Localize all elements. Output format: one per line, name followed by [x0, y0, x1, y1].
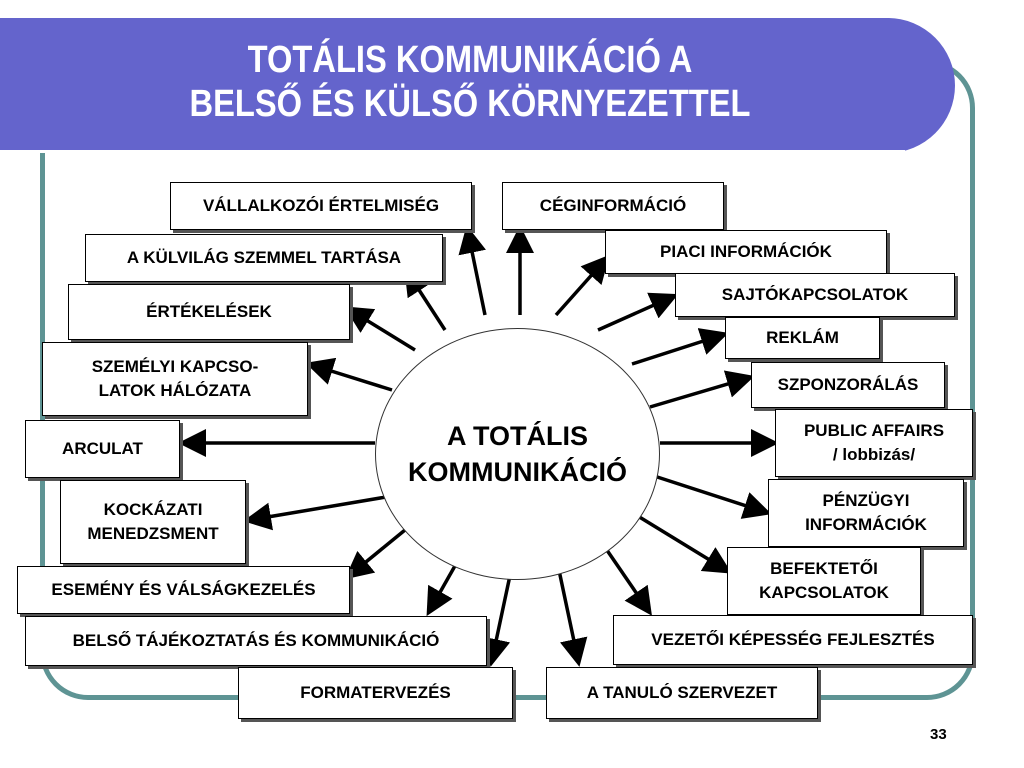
node-formatervezes: FORMATERVEZÉS [238, 667, 513, 719]
node-ceginformacio: CÉGINFORMÁCIÓ [502, 182, 724, 230]
arrow-penzugyi [648, 474, 765, 512]
arrow-vallalkozoi [468, 232, 485, 315]
node-kulvilag-szemmel-tartasa: A KÜLVILÁG SZEMMEL TARTÁSA [85, 234, 443, 282]
arrow-kockazati [250, 496, 392, 520]
node-vallalkozoi-ertelmiseg: VÁLLALKOZÓI ÉRTELMISÉG [170, 182, 472, 230]
arrow-formatervezes [492, 566, 512, 660]
title-line-2: BELSŐ ÉS KÜLSŐ KÖRNYEZETTEL [189, 83, 751, 125]
node-public-affairs: PUBLIC AFFAIRS / lobbizás/ [775, 409, 973, 477]
center-line-1: A TOTÁLIS [446, 421, 588, 451]
node-sajtokapcsolatok: SAJTÓKAPCSOLATOK [675, 273, 955, 317]
arrow-ertekelesek [350, 310, 415, 350]
arrow-piaci [556, 260, 605, 315]
page-number: 33 [930, 726, 947, 743]
node-arculat: ARCULAT [25, 420, 180, 478]
node-vezetoi-kepesseg: VEZETŐI KÉPESSÉG FEJLESZTÉS [613, 615, 973, 665]
arrow-esemeny [350, 530, 405, 575]
node-szemelyi-kapcsolatok: SZEMÉLYI KAPCSO- LATOK HÁLÓZATA [42, 342, 308, 416]
node-piaci-informaciok: PIACI INFORMÁCIÓK [605, 230, 887, 274]
node-szponzoralas: SZPONZORÁLÁS [751, 362, 945, 408]
node-belso-tajekoztatas: BELSŐ TÁJÉKOZTATÁS ÉS KOMMUNIKÁCIÓ [25, 616, 487, 666]
arrow-befekteto [628, 510, 726, 570]
node-esemeny-es-valsagkezeles: ESEMÉNY ÉS VÁLSÁGKEZELÉS [17, 566, 350, 614]
node-reklam: REKLÁM [725, 317, 880, 359]
node-kockazati-menedzsment: KOCKÁZATI MENEDZSMENT [60, 480, 246, 564]
node-penzugyi-informaciok: PÉNZÜGYI INFORMÁCIÓK [768, 479, 964, 547]
arrow-reklam [632, 335, 722, 364]
node-ertekelesek: ÉRTÉKELÉSEK [68, 284, 350, 340]
arrow-szponzoralas [650, 378, 748, 407]
node-tanulo-szervezet: A TANULÓ SZERVEZET [546, 667, 818, 719]
arrow-szemelyi [312, 365, 392, 390]
node-befektetoi-kapcsolatok: BEFEKTETŐI KAPCSOLATOK [727, 547, 921, 615]
title-line-1: TOTÁLIS KOMMUNIKÁCIÓ A [247, 39, 693, 81]
center-line-2: KOMMUNIKÁCIÓ [408, 457, 627, 487]
center-ellipse [375, 328, 660, 580]
arrow-sajto [598, 297, 672, 330]
